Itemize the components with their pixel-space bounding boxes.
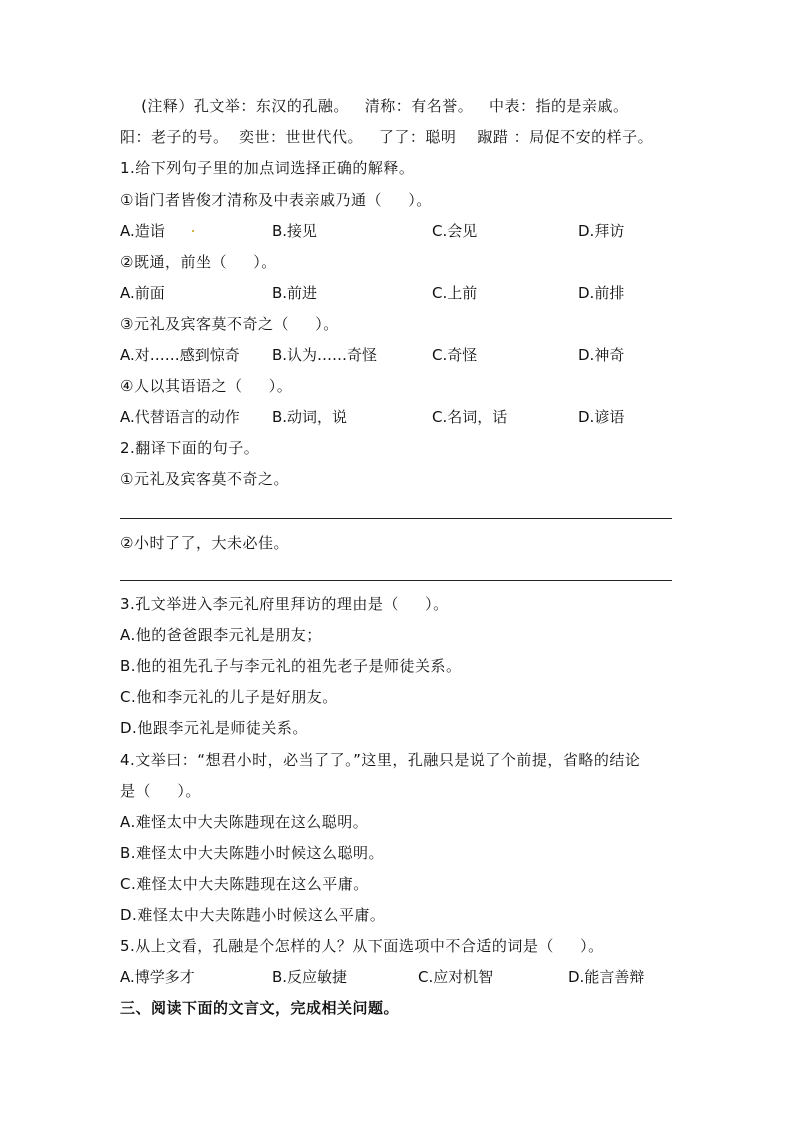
q5-option-c: C.应对机智 <box>418 968 494 986</box>
q1-item-3-option-d: D.神奇 <box>578 346 625 364</box>
q3-option-b: B.他的祖先孔子与李元礼的祖先老子是师徒关系。 <box>120 657 462 675</box>
q4-title-line-1: 4.文举曰：“想君小时，必当了了。”这里，孔融只是说了个前提，省略的结论 <box>120 751 641 769</box>
notes-line-2: 阳：老子的号。 奕世：世世代代。 了了：聪明 踧踖 ：局促不安的样子。 <box>120 128 654 146</box>
q5-title: 5.从上文看，孔融是个怎样的人？从下面选项中不合适的词是（ ）。 <box>120 937 604 955</box>
q4-option-a: A.难怪太中大夫陈韪现在这么聪明。 <box>120 813 369 831</box>
answer-line-1 <box>120 518 672 519</box>
q1-item-4-option-a: A.代替语言的动作 <box>120 408 240 426</box>
q1-item-3-option-c: C.奇怪 <box>432 346 478 364</box>
q1-item-2-stem: ②既通，前坐（ ）。 <box>120 253 277 271</box>
q1-item-1-option-d: D.拜访 <box>578 222 625 240</box>
q3-title: 3.孔文举进入李元礼府里拜访的理由是（ ）。 <box>120 595 449 613</box>
q1-item-2-option-d: D.前排 <box>578 284 625 302</box>
q1-item-4-option-d: D.谚语 <box>578 408 625 426</box>
q1-item-2-option-a: A.前面 <box>120 284 165 302</box>
q2-sentence-1: ①元礼及宾客莫不奇之。 <box>120 470 289 488</box>
q5-option-b: B.反应敏捷 <box>272 968 348 986</box>
q3-option-d: D.他跟李元礼是师徒关系。 <box>120 719 308 737</box>
q2-title: 2.翻译下面的句子。 <box>120 439 260 457</box>
q2-sentence-2: ②小时了了，大未必佳。 <box>120 534 289 552</box>
q1-item-4-option-b: B.动词，说 <box>272 408 348 426</box>
q4-option-d: D.难怪太中大夫陈韪小时候这么平庸。 <box>120 906 386 924</box>
section-3-heading: 三、阅读下面的文言文，完成相关问题。 <box>120 999 400 1017</box>
stray-dot-mark <box>192 230 194 232</box>
q1-item-4-stem: ④人以其语语之（ ）。 <box>120 377 293 395</box>
q1-item-1-option-c: C.会见 <box>432 222 478 240</box>
q4-option-b: B.难怪太中大夫陈韪小时候这么聪明。 <box>120 844 385 862</box>
q1-item-1-option-b: B.接见 <box>272 222 318 240</box>
q1-item-1-option-a: A.造诣 <box>120 222 165 240</box>
q1-item-4-option-c: C.名词，话 <box>432 408 508 426</box>
q4-title-line-2: 是（ ）。 <box>120 782 201 800</box>
q4-option-c: C.难怪太中大夫陈韪现在这么平庸。 <box>120 875 369 893</box>
q1-item-2-option-b: B.前进 <box>272 284 318 302</box>
q1-item-3-option-a: A.对……感到惊奇 <box>120 346 240 364</box>
q5-option-a: A.博学多才 <box>120 968 195 986</box>
q3-option-a: A.他的爸爸跟李元礼是朋友； <box>120 626 322 644</box>
q5-option-d: D.能言善辩 <box>568 968 645 986</box>
q1-item-1-stem: ①诣门者皆俊才清称及中表亲戚乃通（ ）。 <box>120 191 432 209</box>
answer-line-2 <box>120 580 672 581</box>
q3-option-c: C.他和李元礼的儿子是好朋友。 <box>120 688 338 706</box>
q1-item-2-option-c: C.上前 <box>432 284 478 302</box>
q1-title: 1.给下列句子里的加点词选择正确的解释。 <box>120 159 415 177</box>
q1-item-3-option-b: B.认为……奇怪 <box>272 346 378 364</box>
notes-line-1: (注释）孔文举：东汉的孔融。 清称：有名誉。 中表：指的是亲戚。 <box>120 97 629 115</box>
q1-item-3-stem: ③元礼及宾客莫不奇之（ ）。 <box>120 315 339 333</box>
